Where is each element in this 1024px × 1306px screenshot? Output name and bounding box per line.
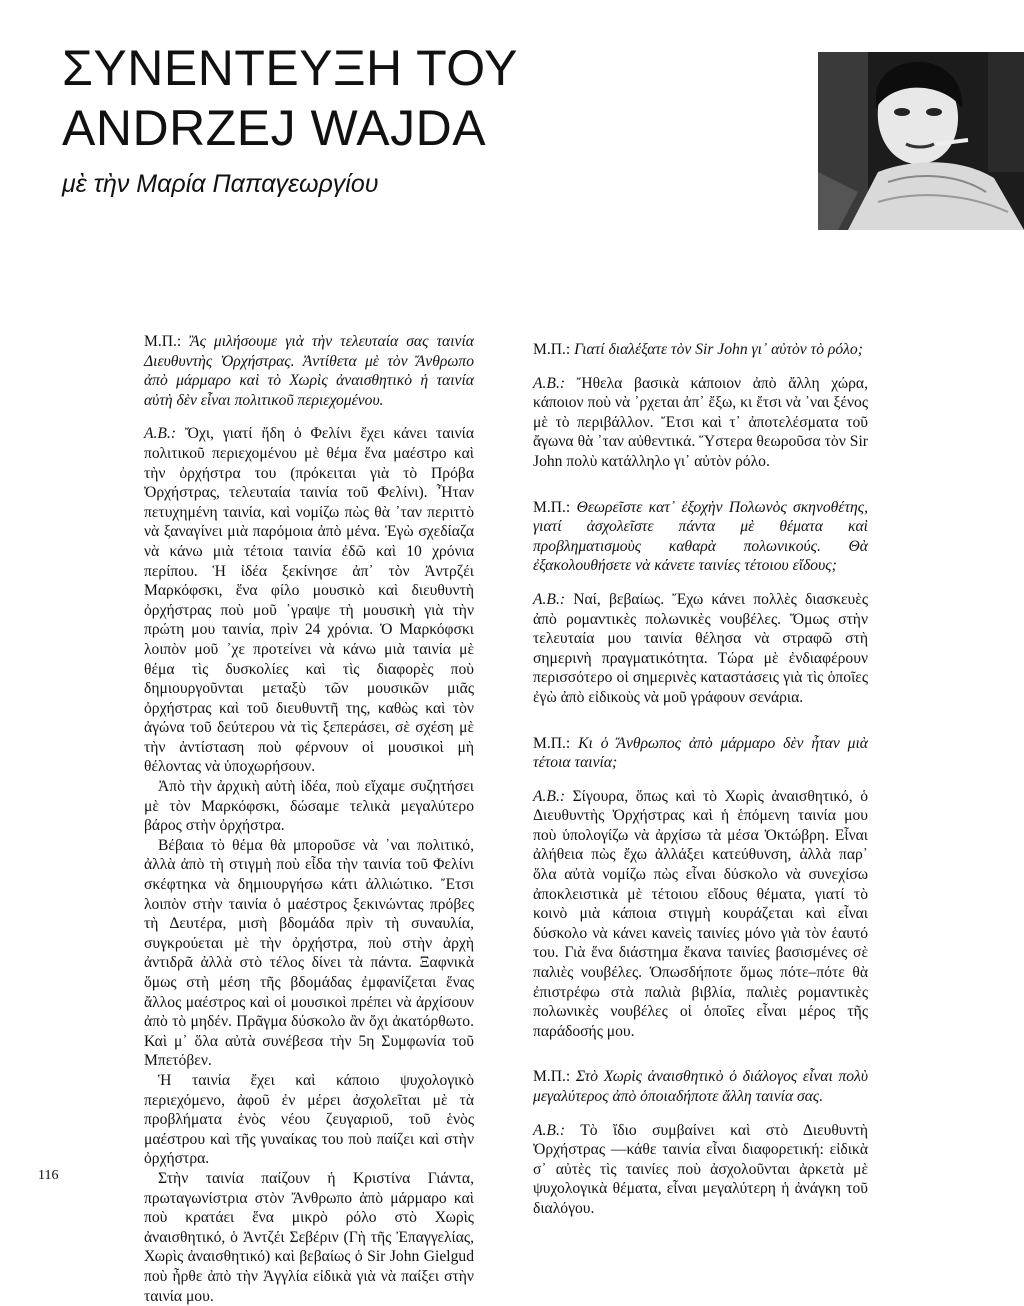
- column-right: [533, 340, 868, 1219]
- speaker-label: Μ.Π.:: [144, 333, 182, 350]
- answer-3: [533, 590, 868, 708]
- answer-4: [533, 787, 868, 1042]
- answer-1: [144, 424, 474, 777]
- answer-text: Ἤθελα βασικὰ κάποιον ἀπὸ ἄλλη χώρα, κάποιον ποὺ νὰ ᾽ρχεται ἀπ᾽ ἔξω, κι ἔτσι νὰ ᾽ναι ξένος μὲ τὸ περιβάλλον. Ἔτσι καὶ τ᾽ ἀποτελέσματα τοῦ ἄγωνα θὰ ᾽ταν αὐθεντικά. Ὕστερα θεωροῦσα τὸν Sir John πολὺ κατάλληλο γι᾽ αὐτὸν ρόλο.: [533, 374, 868, 470]
- speaker-label: Μ.Π.:: [533, 341, 571, 358]
- portrait-illustration: [818, 52, 1024, 230]
- question-2: [533, 340, 868, 360]
- answer-text: Τὸ ἴδιο συμβαίνει καὶ στὸ Διευθυντὴ Ὀρχήστρας —κάθε ταινία εἶναι διαφορετική: εἰδικὰ σ᾽ αὐτὲς τὶς ταινίες ποὺ ἀσχολοῦνται ἀρκετὰ μὲ ψυχολογικὰ θέματα, εἶναι μεγαλύτερη ἡ ἀνάγκη τοῦ διαλόγου.: [533, 1121, 869, 1217]
- question-text: Γιατί διαλέξατε τὸν Sir John γι᾽ αὐτὸν τὸ ρόλο;: [574, 341, 863, 358]
- answer-2: [533, 374, 868, 472]
- portrait-photo: [818, 52, 1024, 230]
- column-left: [144, 332, 474, 1306]
- question-text: Ἂς μιλήσουμε γιὰ τὴν τελευταία σας ταινία Διευθυντὴς Ὀρχήστρας. Ἀντίθετα μὲ τὸν Ἄνθρωπο ἀπὸ μάρμαρο καὶ τὸ Χωρὶς ἀναισθητικὸ ἡ ταινία αὐτὴ δὲν εἶναι πολιτικοῦ περιεχομένου.: [144, 333, 474, 409]
- subtitle: μὲ τὴν Μαρία Παπαγεωργίου: [62, 170, 379, 198]
- question-5: [533, 1067, 868, 1106]
- question-3: [533, 498, 868, 576]
- answer-1-paragraph-5: Στὴν ταινία παίζουν ἡ Κριστίνα Γιάντα, πρωταγωνίστρια στὸν Ἄνθρωπο ἀπὸ μάρμαρο καὶ ποὺ κρατάει ἕνα μικρὸ ρόλο στὸ Χωρὶς ἀναισθητικό, ὁ Ἀντζέι Σεβέριν (Γὴ τῆς Ἐπαγγελίας, Χωρὶς ἀναισθητικό) καὶ βεβαίως ὁ Sir John Gielgud ποὺ ἦρθε ἀπὸ τὴν Ἀγγλία εἰδικὰ γιὰ νὰ παίξει στὴν ταινία μου.: [144, 1169, 474, 1305]
- speaker-label: Μ.Π.:: [533, 734, 571, 752]
- speaker-label: Α.Β.:: [533, 590, 566, 608]
- answer-1-paragraph-4: Ἡ ταινία ἔχει καὶ κάποιο ψυχολογικὸ περιεχόμενο, ἀφοῦ ἐν μέρει ἀσχολεῖται μὲ τὰ προβλήματα ἑνὸς νέου ζευγαριοῦ, τοῦ ἑνὸς μαέστρου καὶ τῆς γυναίκας του ποὺ παίζει καὶ στὴν ὀρχήστρα.: [144, 1071, 474, 1168]
- question-text: Κι ὁ Ἄνθρωπος ἀπὸ μάρμαρο δὲν ἦταν μιὰ τέτοια ταινία;: [533, 734, 868, 772]
- question-text: Θεωρεῖστε κατ᾽ ἐξοχὴν Πολωνὸς σκηνοθέτης, γιατί ἀσχολεῖστε πάντα μὲ θέματα καὶ προβληματισμοὺς καθαρὰ πολωνικούς. Θὰ ἐξακολουθήσετε νὰ κάνετε ταινίες τέτοιου εἴδους;: [533, 498, 868, 575]
- answer-text: Σίγουρα, ὅπως καὶ τὸ Χωρὶς ἀναισθητικό, ὁ Διευθυντὴς Ὀρχήστρας καὶ ἡ ἑπόμενη ταινία μου ποὺ ὑπολογίζω νὰ ἀρχίσω τὰ μέσα Ὀκτώβρη. Εἶναι ἀλήθεια πὼς ἔχω ἀλλάξει κατεύθυνση, ἀλλὰ παρ᾽ ὅλα αὐτὰ νομίζω πὼς εἶναι δύσκολο νὰ συνεχίσω ἀποκλειστικὰ μὲ τέτοιου εἴδους θέματα, γιατί τὸ κοινὸ μιὰ κάποια στιγμὴ κουράζεται καὶ εἶναι δύσκολο νὰ κάνει κανεὶς ταινίες μόνο γιὰ τὸν ἑαυτό του. Γιὰ ἕνα διάστημα ἔκανα ταινίες βασισμένες σὲ παλιὲς νουβέλες. Ὁπωσδήποτε ὅμως πότε–πότε θὰ ἐπιστρέφω στὰ παλιὰ βιβλία, παλιὲς ρομαντικὲς πολωνικὲς νουβέλες οἱ ὁποῖες εἶναι μέρος τῆς παράδοσής μου.: [533, 787, 868, 1040]
- question-1: [144, 332, 474, 410]
- question-text: Στὸ Χωρὶς ἀναισθητικὸ ὁ διάλογος εἶναι πολὺ μεγαλύτερος ἀπὸ ὁποιαδήποτε ἄλλη ταινία σας.: [533, 1068, 868, 1105]
- answer-5: [533, 1121, 868, 1219]
- page-number: 116: [38, 1168, 59, 1183]
- title-line-1: ΣΥΝΕΝΤΕΥΞΗ ΤΟΥ: [62, 40, 518, 96]
- title-line-2: ANDRZEJ WAJDA: [62, 100, 487, 156]
- answer-text: Ὄχι, γιατί ἤδη ὁ Φελίνι ἔχει κάνει ταινία πολιτικοῦ περιεχομένου μὲ θέμα ἕνα μαέστρο καὶ τὴν ὀρχήστρα του (πρόκειται γιὰ τὸ Πρόβα Ὀρχήστρας, τελευταία ταινία τοῦ Φελίνι). Ἦταν πετυχημένη ταινία, καὶ νομίζω πὼς θὰ ᾽ταν περιττὸ νὰ ξαναγίνει μιὰ παρόμοια ἀπὸ μένα. Ἐγὼ σχεδίαζα νὰ κάνω μιὰ τέτοια ταινία ἐδῶ καὶ 10 χρόνια περίπου. Ἡ ἰδέα ξεκίνησε ἀπ᾽ τὸν Ἀντρζέι Μαρκόφσκι, ἕνα φίλο μουσικὸ καὶ διευθυντὴ ὀρχήστρας ποὺ μοῦ ᾽γραψε τὴ μουσικὴ γιὰ τὴν πρώτη μου ταινία, πρὶν 24 χρόνια. Ὁ Μαρκόφσκι λοιπὸν μοῦ ᾽χε προτείνει νὰ κάνω μιὰ ταινία μὲ θέμα τὶς δυσκολίες καὶ τὶς διαφορὲς ποὺ δημιουργοῦνται μεταξὺ τῶν μουσικῶν μιᾶς ὀρχήστρας καὶ τοῦ διευθυντῆ της, καθὼς καὶ τὸν ἀγώνα τοῦ δεύτερου νὰ τὶς ξεπεράσει, σὲ σχέση μὲ τὴν ἀντίσταση ποὺ φέρνουν οἱ μουσικοὶ μὴ θέλοντας νὰ ὑποχωρήσουν.: [144, 425, 474, 776]
- question-4: [533, 734, 868, 773]
- answer-1-paragraph-2: Ἀπὸ τὴν ἀρχικὴ αὐτὴ ἰδέα, ποὺ εἴχαμε συζητήσει μὲ τὸν Μαρκόφσκι, δώσαμε τελικὰ μεγαλύτερο βάρος στὴν ὀρχήστρα.: [144, 778, 474, 835]
- answer-1-paragraph-3: Βέβαια τὸ θέμα θὰ μποροῦσε νὰ ᾽ναι πολιτικό, ἀλλὰ ἀπὸ τὴ στιγμὴ ποὺ εἶδα τὴν ταινία τοῦ Φελίνι σκέφτηκα νὰ δημιουργήσω κάτι ἀλλιώτικο. Ἔτσι λοιπὸν στὴν ταινία ὁ μαέστρος ξεκινώντας πρόβες τὴ Δευτέρα, μισὴ βδομάδα πρὶν τὴ συναυλία, συγκρούεται μὲ τὴν ὀρχήστρα, ποὺ στὴν ἀρχὴ ἀντιδρᾶ ἀλλὰ στὸ τέλος δίνει τὰ πάντα. Ξαφνικὰ ὅμως στὴ μέση τῆς βδομάδας ἐμφανίζεται ἕνας ἄλλος μαέστρος καὶ οἱ μουσικοὶ πρέπει νὰ ἀρχίσουν ἀπὸ τὸ μηδέν. Πρᾶγμα δύσκολο ἂν ὄχι ἀκατόρθωτο. Καὶ μ᾽ ὅλα αὐτὰ συνέβεσα τὴν 5η Συμφωνία τοῦ Μπετόβεν.: [144, 836, 474, 1070]
- speaker-label: Μ.Π.:: [533, 498, 571, 516]
- speaker-label: Α.Β.:: [533, 374, 566, 392]
- speaker-label: Μ.Π.:: [533, 1068, 571, 1086]
- answer-text: Ναί, βεβαίως. Ἔχω κάνει πολλὲς διασκευὲς ἀπὸ ρομαντικὲς πολωνικὲς νουβέλες. Ὅμως στὴν τελευταία μου ταινία θέλησα νὰ στραφῶ στὴ σημερινὴ πραγματικότητα. Τώρα μὲ ἐνδιαφέρουν περισσότερο οἱ σημερινὲς καταστάσεις γιὰ τὶς ὁποῖες ἐγὼ ἀπὸ εἰδικοὺς νὰ μοῦ γράφουν σενάρια.: [533, 590, 868, 706]
- speaker-label: Α.Β.:: [144, 425, 177, 443]
- speaker-label: Α.Β.:: [533, 1121, 566, 1139]
- speaker-label: Α.Β.:: [533, 787, 566, 805]
